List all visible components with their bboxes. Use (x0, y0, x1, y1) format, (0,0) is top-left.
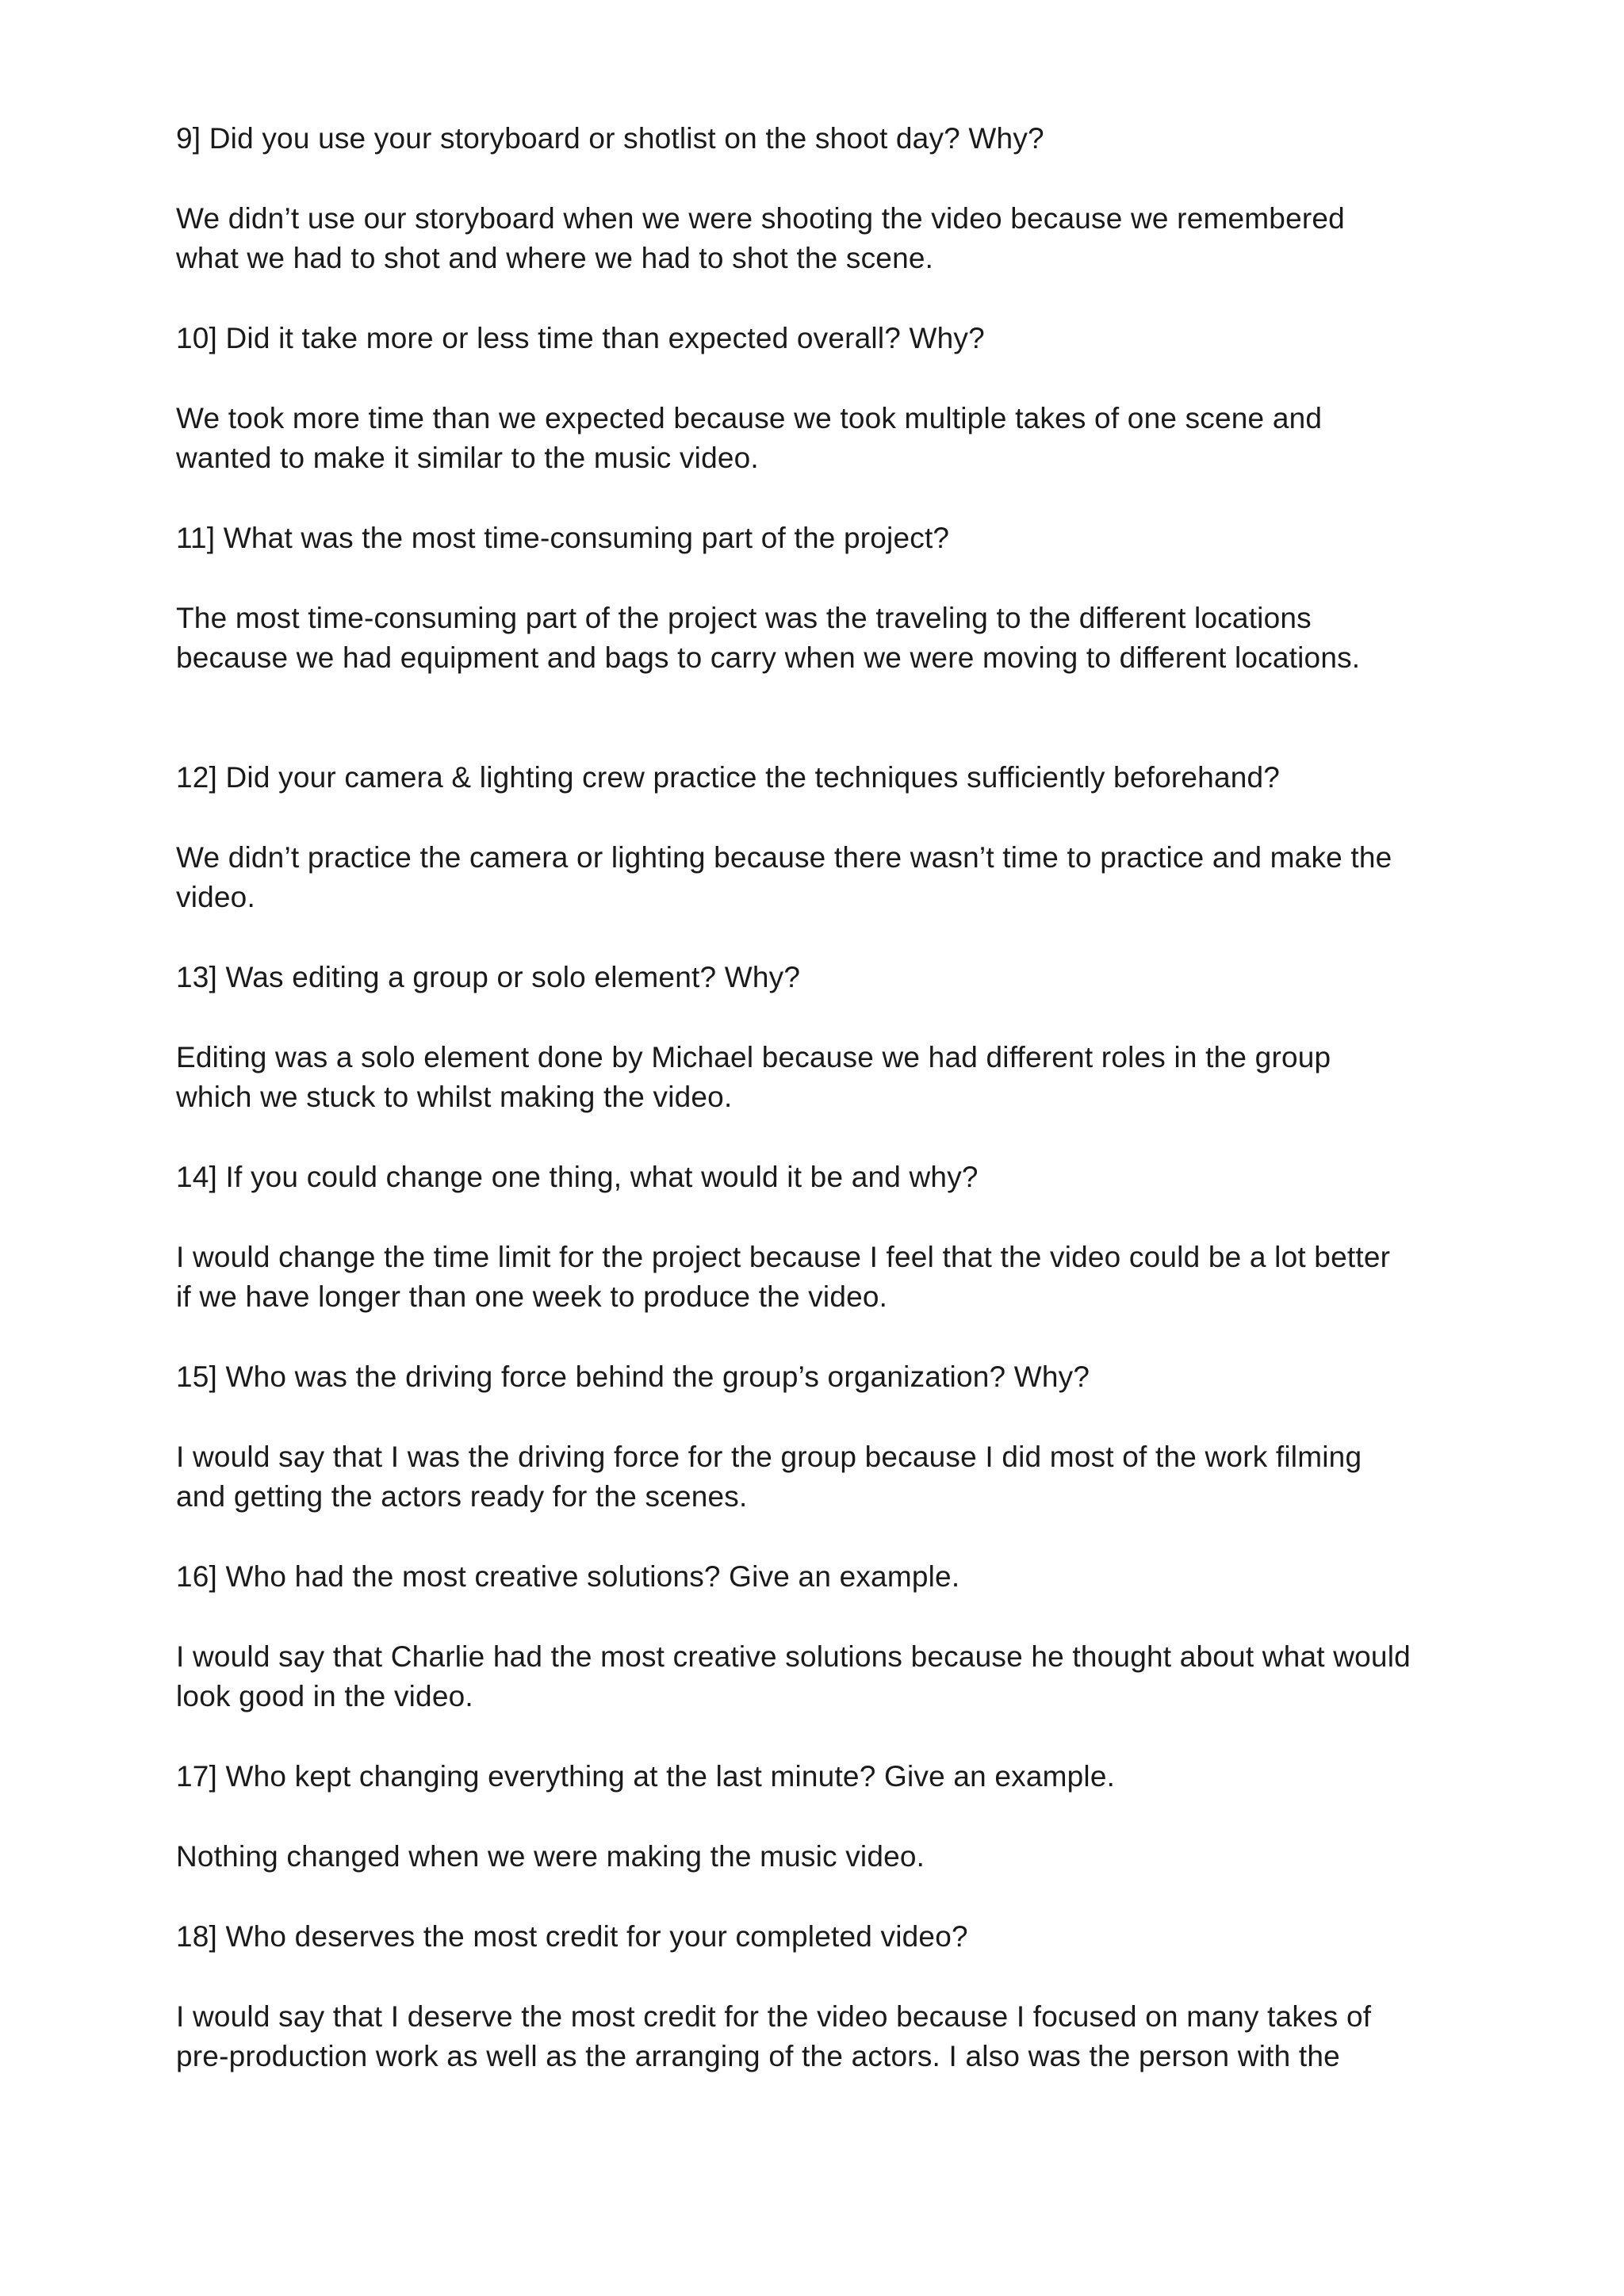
answer-10: We took more time than we expected because we took multiple takes of one scene and wanted to make it similar to the music video. (176, 402, 1323, 474)
answer-13: Editing was a solo element done by Michael because we had different roles in the group which we stuck to whilst making the video. (176, 1041, 1331, 1113)
qa-item-10 (176, 319, 1413, 478)
answer-16: I would say that Charlie had the most creative solutions because he thought about what would look good in the video. (176, 1640, 1411, 1712)
questionnaire-body (176, 119, 1413, 2117)
question-14: 14] If you could change one thing, what would it be and why? (176, 1161, 979, 1193)
question-10: 10] Did it take more or less time than expected overall? Why? (176, 322, 985, 354)
answer-18: I would say that I deserve the most credit for the video because I focused on many takes of pre-production work as well as the arranging of the actors. I also was the person with the (176, 2000, 1372, 2072)
qa-item-9 (176, 119, 1413, 278)
question-9: 9] Did you use your storyboard or shotlist on the shoot day? Why? (176, 122, 1044, 155)
qa-item-15 (176, 1357, 1413, 1517)
answer-15: I would say that I was the driving force for the group because I did most of the work filming and getting the actors ready for the scenes. (176, 1441, 1362, 1513)
qa-item-11 (176, 519, 1413, 678)
question-17: 17] Who kept changing everything at the last minute? Give an example. (176, 1760, 1116, 1793)
question-16: 16] Who had the most creative solutions? Give an example. (176, 1560, 960, 1593)
qa-item-13 (176, 958, 1413, 1117)
question-12: 12] Did your camera & lighting crew practice the techniques sufficiently beforehand? (176, 761, 1281, 794)
question-15: 15] Who was the driving force behind the group’s organization? Why? (176, 1360, 1090, 1393)
question-13: 13] Was editing a group or solo element? Why? (176, 961, 801, 993)
answer-17: Nothing changed when we were making the music video. (176, 1840, 925, 1873)
question-18: 18] Who deserves the most credit for your completed video? (176, 1920, 968, 1953)
answer-11: The most time-consuming part of the project was the traveling to the different locations because we had equipment and bags to carry when we were moving to different locations. (176, 602, 1361, 674)
qa-item-17 (176, 1757, 1413, 1877)
question-11: 11] What was the most time-consuming part of the project? (176, 522, 950, 554)
answer-9: We didn’t use our storyboard when we were shooting the video because we remembered what we had to shot and where we had to shot the scene. (176, 202, 1345, 274)
qa-item-18 (176, 1917, 1413, 2076)
qa-item-16 (176, 1557, 1413, 1716)
qa-item-14 (176, 1158, 1413, 1317)
answer-14: I would change the time limit for the project because I feel that the video could be a lot better if we have longer than one week to produce the video. (176, 1241, 1391, 1313)
qa-item-12 (176, 758, 1413, 917)
answer-12: We didn’t practice the camera or lighting because there wasn’t time to practice and make the video. (176, 841, 1392, 913)
